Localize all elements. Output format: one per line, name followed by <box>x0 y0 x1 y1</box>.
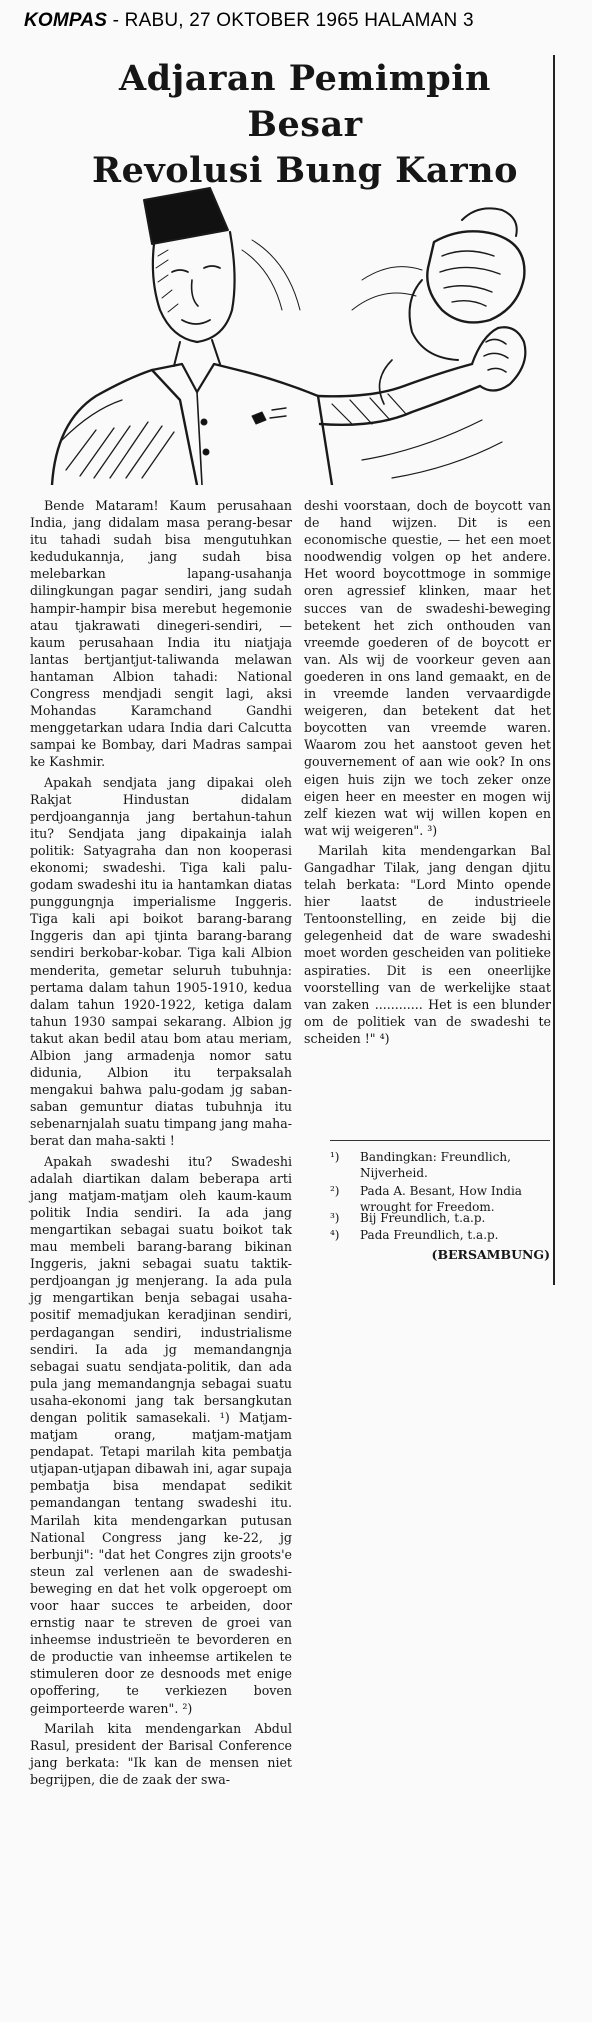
continued-label: (BERSAMBUNG) <box>431 1247 550 1262</box>
publication-name: KOMPAS <box>24 10 108 31</box>
footnote-number: ³) <box>330 1211 340 1225</box>
sketch-portrait-icon <box>32 160 550 485</box>
footnote-text: Pada A. Besant, How India wrought for Freedom. <box>360 1184 522 1214</box>
paragraph: Marilah kita mendengarkan Bal Gangadhar Tilak, jang dengan djitu telah berkata: "Lord Minto opende hier laatst de industrieele Tentoonstelling, en zeide bij die gelegenheid dat de ware swadeshi moet worden gescheiden van politieke aspiraties. Dit is een oneerlijke voorstelling van de werkelijke staat van zaken ............ Het is een blunder om de politiek van de swadeshi te scheiden !" ⁴) <box>304 842 551 1046</box>
paragraph: Apakah sendjata jang dipakai oleh Rakjat Hindustan didalam perdjoangannja jang bertahun-tahun itu? Sendjata jang dipakainja ialah politik: Satyagraha dan non kooperasi ekonomi; swadeshi. Tiga kali palu-godam swadeshi itu ia hantamkan diatas punggungnja imperialisme Inggeris. Tiga kali api boikot barang-barang Inggeris dan api tjinta barang-barang sendiri berkobar-kobar. Tiga kali Albion menderita, gemetar seluruh tubuhnja: pertama dalam tahun 1905-1910, kedua dalam tahun 1920-1922, ketiga dalam tahun 1930 sampai sekarang. Albion jg takut akan bedil atau bom atau meriam, Albion jang armadenja nomor satu didunia, Albion itu terpaksalah mengakui bahwa palu-godam jg saban-saban gemuntur diatas tubuhnja itu sebenarnjalah suatu timpang jang maha-berat dan maha-sakti ! <box>30 774 292 1149</box>
left-text-column <box>30 497 292 1791</box>
paragraph: Marilah kita mendengarkan Abdul Rasul, president der Barisal Conference jang berkata: "Ik kan de mensen niet begrijpen, die de zaak der swa- <box>30 1720 292 1787</box>
footnote-text: Bij Freundlich, t.a.p. <box>360 1211 486 1225</box>
title-line-1: Adjaran Pemimpin Besar <box>119 58 491 145</box>
footnote-number: ²) <box>330 1184 340 1198</box>
column-divider-line <box>553 55 555 1285</box>
paragraph: Bende Mataram! Kaum perusahaan India, jang didalam masa perang-besar itu tahadi sudah bisa mengutuhkan kedudukannja, jang sudah bisa melebarkan lapang-usahanja dilingkungan pagar sendiri, jang sudah hampir-hampir bisa merebut hegemonie atau tjakrawati dinegeri-sendiri, — kaum perusahaan India itu niatjaja lantas bertjantjut-taliwanda melawan hantaman Albion tahadi: National Congress mendjadi sengit lagi, aksi Mohandas Karamchand Gandhi menggetarkan udara India dari Calcutta sampai ke Bombay, dari Madras sampai ke Kashmir. <box>30 498 292 770</box>
footnote-number: ⁴) <box>330 1228 340 1242</box>
paragraph: Apakah swadeshi itu? Swadeshi adalah diartikan dalam beberapa arti jang matjam-matjam oleh kaum-kaum politik India sendiri. Ia ada jang mengartikan sebagai suatu boikot tak mau membeli barang-barang bikinan Inggeris, jakni sebagai suatu taktik-perdjoangan jg menjerang. Ia ada pula jg mengartikan benja sebagai usaha-positif memadjukan keradjinan sendiri, perdagangan sendiri, industrialisme sendiri. Ia ada jg memandangnja sebagai suatu sendjata-politik, dan ada pula jang memandangnja sebagai suatu usaha-ekonomi jang tak bersangkutan dengan politik samasekali. ¹) Matjam-matjam orang, matjam-matjam pendapat. Tetapi marilah kita pembatja utjapan-utjapan dibawah ini, agar supaja pembatja bisa mendapat sedikit pemandangan tentang swadeshi itu. Marilah kita mendengarkan putusan National Congress jang ke-22, jg berbunji": "dat het Congres zijn groots'e steun zal verlenen aan de swadeshi-beweging en dat het volk opgeroept om voor haar succes te arbeiden, door ernstig naar te streven de groei van inheemse industrieën te bevorderen en de productie van inheemse artikelen te stimuleren door ze desnoods met enige opoffering, te verkiezen boven geimporteerde waren". ²) <box>30 1153 292 1716</box>
title-line-2: Revolusi Bung Karno <box>92 150 518 191</box>
footnote-divider <box>330 1140 550 1141</box>
paragraph: deshi voorstaan, doch de boycott van de hand wijzen. Dit is een economische questie, — het een moet noodwendig volgen op het andere. Het woord boycottmoge in sommige oren agressief klinken, maar het succes van de swadeshi-beweging betekent het zich onthouden van vreemde goederen of de boycott er van. Als wij de voorkeur geven aan goederen in ons land gemaakt, en de in vreemde landen vervaardigde weigeren, dan betekent dat het boycotten van vreemde waren. Waarom zou het aanstoot geven het gouvernement of aan wie ook? In ons eigen huis zijn we toch zeker onze eigen heer en meester en mogen wij zelf kiezen wat wij willen kopen en wat wij weigeren". ³) <box>304 498 551 838</box>
footnote-text: Bandingkan: Freundlich, Nijverheid. <box>360 1150 511 1180</box>
header-dateline: - RABU, 27 OKTOBER 1965 HALAMAN 3 <box>107 10 474 31</box>
footnote-text: Pada Freundlich, t.a.p. <box>360 1228 499 1242</box>
footnote-number: ¹) <box>330 1150 340 1164</box>
page-header <box>24 10 474 32</box>
right-text-column <box>304 497 551 1050</box>
footnote <box>330 1211 550 1227</box>
footnote <box>330 1150 550 1181</box>
footnote <box>330 1228 550 1244</box>
